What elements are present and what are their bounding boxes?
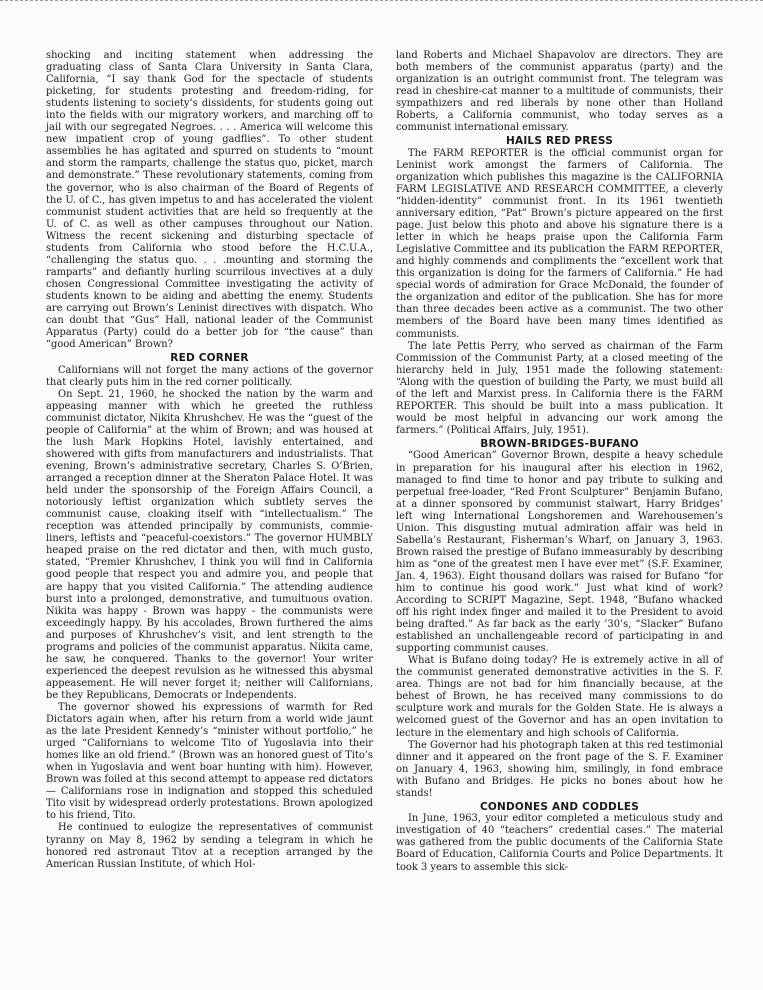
paragraph-holland-roberts: land Roberts and Michael Shapavolov are directors. They are both members of the communist apparatus (party) and the organization is an outright communist front. The telegram was read in cheshire-cat manner to a multitude of communists, their sympathizers and red liberals by none other than Holland Roberts, a California communist, who today serves as a communist international emissary. — [396, 50, 723, 134]
paragraph-titov: He continued to eulogize the representatives of communist tyranny on May 8, 1962 by sending a telegram in which he honored red astronaut Titov at a reception arranged by the American Russian Institute, of which Hol- — [46, 822, 373, 870]
heading-hails-red-press: HAILS RED PRESS — [506, 135, 613, 148]
heading-brown-bridges-bufano: BROWN-BRIDGES-BUFANO — [480, 437, 639, 450]
paragraph-teachers-credentials: In June, 1963, your editor completed a meticulous study and investigation of 40 “teachers” credential cases.” The material was gathered from the public documents of the California State Board of Education, California Courts and Police Departments. It took 3 years to assemble this sick- — [396, 813, 723, 873]
heading-red-corner: RED CORNER — [170, 352, 249, 365]
heading-condones-and-coddles: CONDONES AND CODDLES — [479, 800, 639, 813]
paragraph-khrushchev-visit: On Sept. 21, 1960, he shocked the nation by the warm and appeasing manner with which he greeted the ruthless communist dictator, Nikita Khrushchev. He was the “guest of the people of California” at the whim of Brown; and was housed at the lush Mark Hopkins Hotel, lavishly entertained, and showered with gifts from manufacturers and industrialists. That evening, Brown’s administrative secretary, Charles S. O’Brien, arranged a reception dinner at the Sheraton Palace Hotel. It was held under the sponsorship of the Foreign Affairs Council, a notoriously leftist organization which subtlety serves the communist cause, cloaking itself with “intellectualism.” The reception was attended principally by communists, commie-liners, leftists and “peaceful-coexistors.” The governor HUMBLY heaped praise on the red dictator and then, with much gusto, stated, “Premier Khrushchev, I think you will find in California good people that respect you and admire you, and people that are happy that you visited California.” The attending audience burst into a prolonged, demonstrative, and tumultuous ovation. Nikita was happy - Brown was happy - the communists were exceedingly happy. By his accolades, Brown furthered the aims and purposes of Khrushchev’s visit, and lent strength to the programs and policies of the communist apparatus. Nikita came, he saw, he conquered. Thanks to the governor! Your writer experienced the deepest revulsion as he witnessed this abysmal appeasement. He will never forget it; neither will Californians, be they Republicans, Democrats or Independents. — [46, 388, 373, 701]
paragraph-pettis-perry: The late Pettis Perry, who served as chairman of the Farm Commission of the Communist Party, at a closed meeting of the hierarchy held in July, 1951 made the following statement: “Along with the question of building the Party, we must build all of the left and Marxist press. In California there is the FARM REPORTER. This should be built into a mass publication. It would be most helpful in advancing our work among the farmers.” (Political Affairs, July, 1951). — [396, 340, 723, 436]
top-border — [0, 0, 763, 5]
right-column — [396, 50, 723, 874]
paragraph-bufano-today: What is Bufano doing today? He is extremely active in all of the communist generated demonstrative activities in the S. F. area. Things are not bad for him financially because, at the behest of Brown, he has received many commissions to do sculpture work and murals for the Golden State. He is always a welcomed guest of the Governor and has an open invitation to lecture in the elementary and high schools of California. — [396, 655, 723, 739]
paragraph-tito: The governor showed his expressions of warmth for Red Dictators again when, after his return from a world wide jaunt as the late President Kennedy’s “minister without portfolio,” he urged “Californians to welcome Tito of Yugoslavia into their homes like an old friend.” (Brown was an honored guest of Tito’s when in Yugoslavia and went boar hunting with him). However, Brown was foiled at this second attempt to appease red dictators — Californians rose in indignation and stopped this scheduled Tito visit by widespread orderly protestations. Brown apologized to his friend, Tito. — [46, 701, 373, 822]
left-column — [46, 50, 373, 871]
paragraph-photograph: The Governor had his photograph taken at this red testimonial dinner and it appeared on the front page of the S. F. Examiner on January 4, 1963, showing him, smilingly, in fond embrace with Bufano and Bridges. He picks no bones about how he stands! — [396, 739, 723, 799]
paragraph-student-activism: shocking and inciting statement when addressing the graduating class of Santa Clara University in Santa Clara, California, “I say thank God for the spectacle of students picketing, for students protesting and freedom-riding, for students listening to society’s dissidents, for students going out into the fields with our migratory workers, and marching off to jail with our segregated Negroes. . . . America will welcome this new impatient crop of young gadflies”. To other student assemblies he has agitated and spurred on students to “mount and storm the ramparts, challenge the status quo, picket, march and demonstrate.” These revolutionary statements, coming from the governor, who is also chairman of the Board of Regents of the U. of C., has given impetus to and has accelerated the violent communist student activities that are held so frequently at the U. of C. as well as other campuses throughout our Nation. Witness the recent sickening and disturbing spectacle of students from California who stood before the H.C.U.A., “challenging the status quo. . . .mounting and storming the ramparts” and defiantly hurling scurrilous invectives at a duly chosen Congressional Committee investigating the activity of students known to be aiding and abetting the enemy. Students are carrying out Brown’s Leninist directives with dispatch. Who can doubt that “Gus” Hall, national leader of the Communist Apparatus (Party) could do a better job for “the cause” than “good American” Brown? — [46, 50, 373, 351]
paragraph-farm-reporter: The FARM REPORTER is the official communist organ for Leninist work amongst the farmers of California. The organization which publishes this magazine is the CALIFORNIA FARM LEGISLATIVE AND RESEARCH COMMITTEE, a cleverly “hidden-identity” communist front. In its 1961 twentieth anniversary edition, “Pat” Brown’s picture appeared on the first page. Just below this photo and above his signature there is a letter in which he heaps praise upon the California Farm Legislative Committee and its publication the FARM REPORTER, and highly commends and compliments the “excellent work that this organization is doing for the farmers of California.” He had special words of admiration for Grace McDonald, the founder of the organization and editor of the publication. She has for more than three decades been active as a communist. The two other members of the Board have been many times identified as communists. — [396, 147, 723, 340]
paragraph-red-corner-intro: Californians will not forget the many actions of the governor that clearly puts him in the red corner politically. — [46, 364, 373, 388]
paragraph-bufano-dinner: “Good American” Governor Brown, despite a heavy schedule in preparation for his inaugural after his election in 1962, managed to find time to honor and pay tribute to sulking and perpetual free-loader, “Red Front Sculpturer” Benjamin Bufano, at a dinner sponsored by communist stalwart, Harry Bridges’ left wing International Longshoremen and Warehousemen’s Union. This disgusting mutual admiration affair was held in Sabella’s Restaurant, Fisherman’s Wharf, on January 3, 1963. Brown raised the prestige of Bufano immeasurably by describing him as “one of the greatest men I have ever met” (S.F. Examiner, Jan. 4, 1963). Eight thousand dollars was raised for Bufano “for him to continue his good work.” Just what kind of work? According to SCRIPT Magazine, Sept. 1948, “Bufano whacked off his right index finger and mailed it to the President to avoid being drafted.” As far back as the early ’30’s, “Slacker” Bufano established an unchallengeable record of participating in and supporting communist causes. — [396, 450, 723, 655]
